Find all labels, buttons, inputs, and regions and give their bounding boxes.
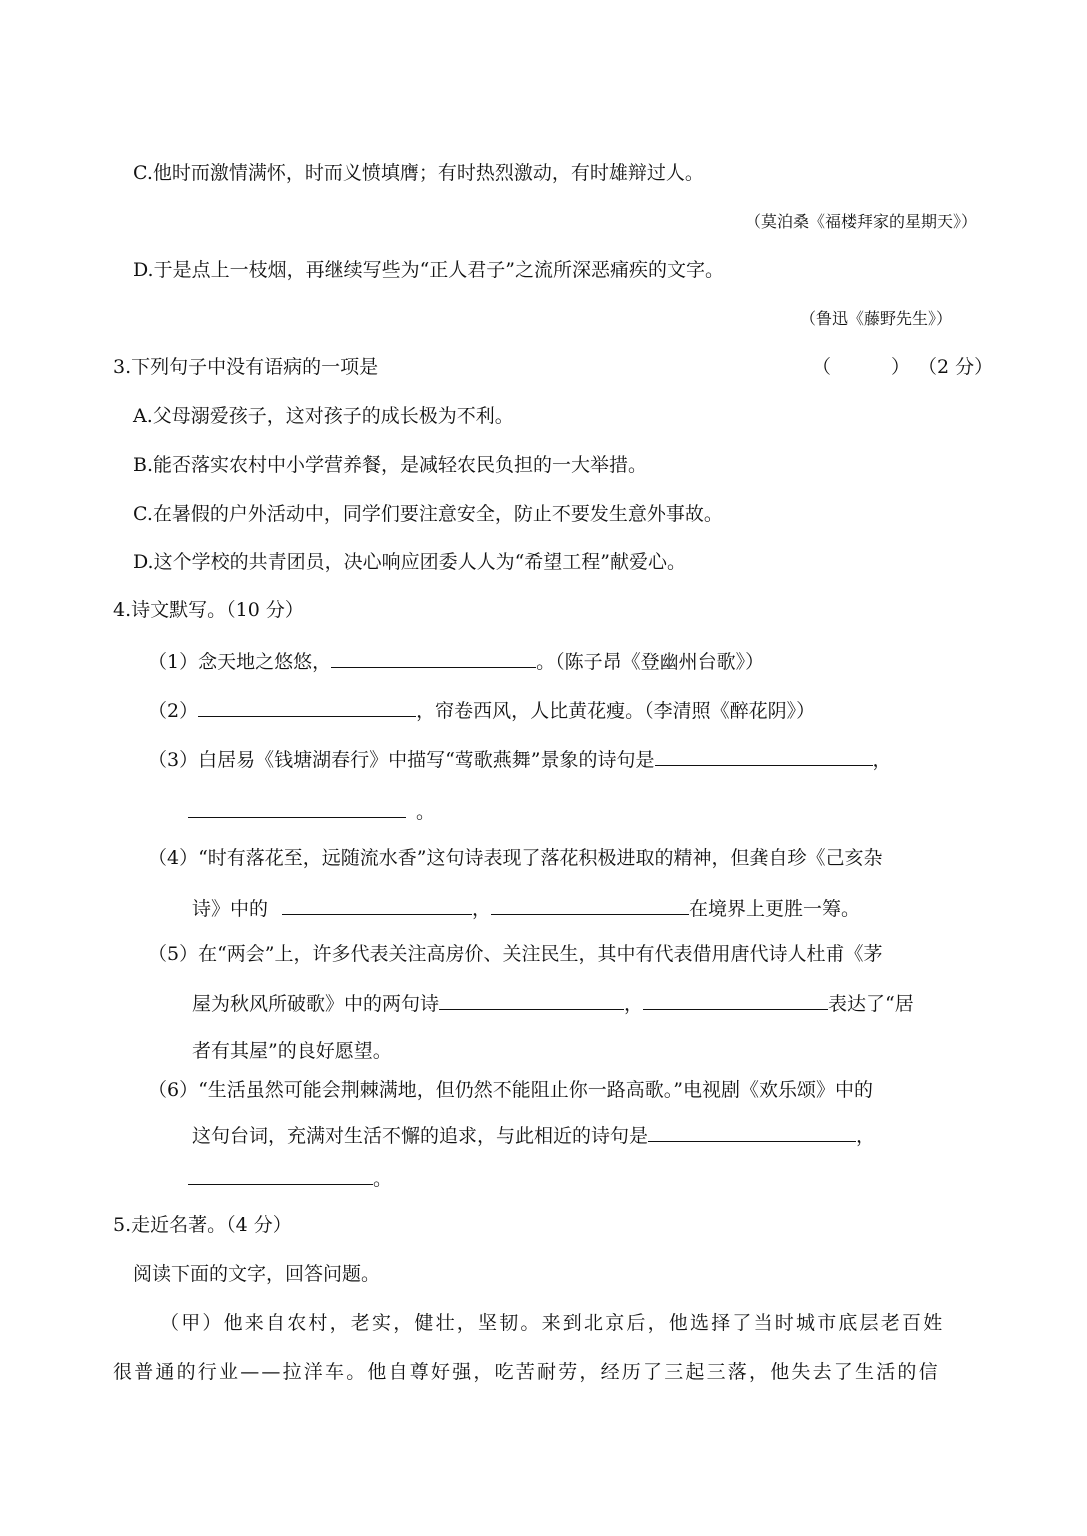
q4-item-1-blank[interactable] — [331, 647, 536, 668]
q4-item-1-source: 。（陈子昂《登幽州台歌》） — [536, 651, 765, 673]
q4-item-2-num: （2） — [148, 700, 199, 722]
q2-option-d-source: （鲁迅《藤野先生》） — [800, 309, 953, 328]
q4-item-3-text: （3）白居易《钱塘湖春行》中描写“莺歌燕舞”景象的诗句是 — [148, 749, 655, 771]
q4-item-6-text: 这句台词，充满对生活不懈的追求，与此相近的诗句是 — [192, 1125, 649, 1147]
q4-item-4-text: 诗》中的 — [192, 898, 269, 920]
q4-item-5-comma: ， — [624, 993, 644, 1015]
q3-paren-close: ） — [891, 356, 911, 378]
q4-item-3-blank-1[interactable] — [655, 745, 873, 766]
q5-passage-line-2: 很普通的行业——拉洋车。他自尊好强，吃苦耐劳，经历了三起三落，他失去了生活的信 — [113, 1361, 940, 1383]
q4-item-5-cont — [192, 989, 914, 1017]
q3-option-a: A.父母溺爱孩子，这对孩子的成长极为不利。 — [133, 405, 514, 427]
q4-item-6-comma: ， — [856, 1125, 876, 1147]
q4-item-5-tail: 表达了“居 — [828, 993, 914, 1015]
q2-option-c: C.他时而激情满怀，时而义愤填膺；有时热烈激动，有时雄辩过人。 — [133, 162, 704, 184]
q4-item-4-blank-2[interactable] — [491, 894, 689, 915]
q4-item-2-blank[interactable] — [198, 696, 416, 717]
q4-item-6-end: 。 — [373, 1168, 393, 1190]
q5-passage-line-1: （甲）他来自农村，老实，健壮，坚韧。来到北京后，他选择了当时城市底层老百姓 — [160, 1312, 945, 1334]
q4-item-1-text: （1）念天地之悠悠， — [148, 651, 332, 673]
q4-item-5-end: 者有其屋”的良好愿望。 — [192, 1040, 392, 1062]
q4-item-6-end-line — [188, 1164, 392, 1192]
q4-item-6-blank-1[interactable] — [648, 1121, 856, 1142]
q4-item-3-comma: ， — [872, 749, 892, 771]
q4-item-6-blank-2[interactable] — [188, 1164, 373, 1185]
q3-paren-open: （ — [812, 356, 832, 378]
q4-item-4-blank-1[interactable] — [282, 894, 472, 915]
q4-item-5-text: 屋为秋风所破歌》中的两句诗 — [192, 993, 440, 1015]
q4-item-1 — [148, 647, 764, 675]
q4-item-6-cont — [192, 1121, 875, 1149]
q5-stem: 5.走近名著。（4 分） — [113, 1214, 292, 1236]
q4-item-4: （4）“时有落花至，远随流水香”这句诗表现了落花积极进取的精神，但龚自珍《己亥杂 — [148, 847, 883, 869]
q4-item-5-blank-1[interactable] — [439, 989, 624, 1010]
q4-stem: 4.诗文默写。（10 分） — [113, 599, 304, 621]
q4-item-4-tail: 在境界上更胜一筹。 — [689, 898, 861, 920]
q4-item-5: （5）在“两会”上，许多代表关注高房价、关注民生，其中有代表借用唐代诗人杜甫《茅 — [148, 943, 883, 965]
q3-score: （2 分） — [918, 356, 994, 378]
q4-item-3 — [148, 745, 892, 773]
q4-item-2 — [148, 696, 815, 724]
q2-option-c-source: （莫泊桑《福楼拜家的星期天》） — [745, 212, 978, 231]
q3-option-b: B.能否落实农村中小学营养餐，是减轻农民负担的一大举措。 — [133, 454, 648, 476]
q4-item-4-comma: ， — [472, 898, 492, 920]
q2-option-d: D.于是点上一枝烟，再继续写些为“正人君子”之流所深恶痛疾的文字。 — [133, 259, 725, 281]
q4-item-2-text: ，帘卷西风，人比黄花瘦。（李清照《醉花阴》） — [416, 700, 816, 722]
q3-option-c: C.在暑假的户外活动中，同学们要注意安全，防止不要发生意外事故。 — [133, 503, 723, 525]
q5-instruction: 阅读下面的文字，回答问题。 — [133, 1263, 381, 1285]
q4-item-5-blank-2[interactable] — [643, 989, 828, 1010]
q3-stem: 3.下列句子中没有语病的一项是 — [113, 356, 379, 378]
q4-item-3-blank-2[interactable] — [188, 797, 406, 818]
q4-item-3-end: 。 — [416, 801, 436, 823]
q3-option-d: D.这个学校的共青团员，决心响应团委人人为“希望工程”献爱心。 — [133, 551, 687, 573]
q4-item-6: （6）“生活虽然可能会荆棘满地，但仍然不能阻止你一路高歌。”电视剧《欢乐颂》中的 — [148, 1079, 874, 1101]
q4-item-4-cont — [192, 894, 860, 922]
q4-item-3-cont — [188, 797, 435, 825]
q3-answer-paren[interactable] — [812, 354, 910, 380]
